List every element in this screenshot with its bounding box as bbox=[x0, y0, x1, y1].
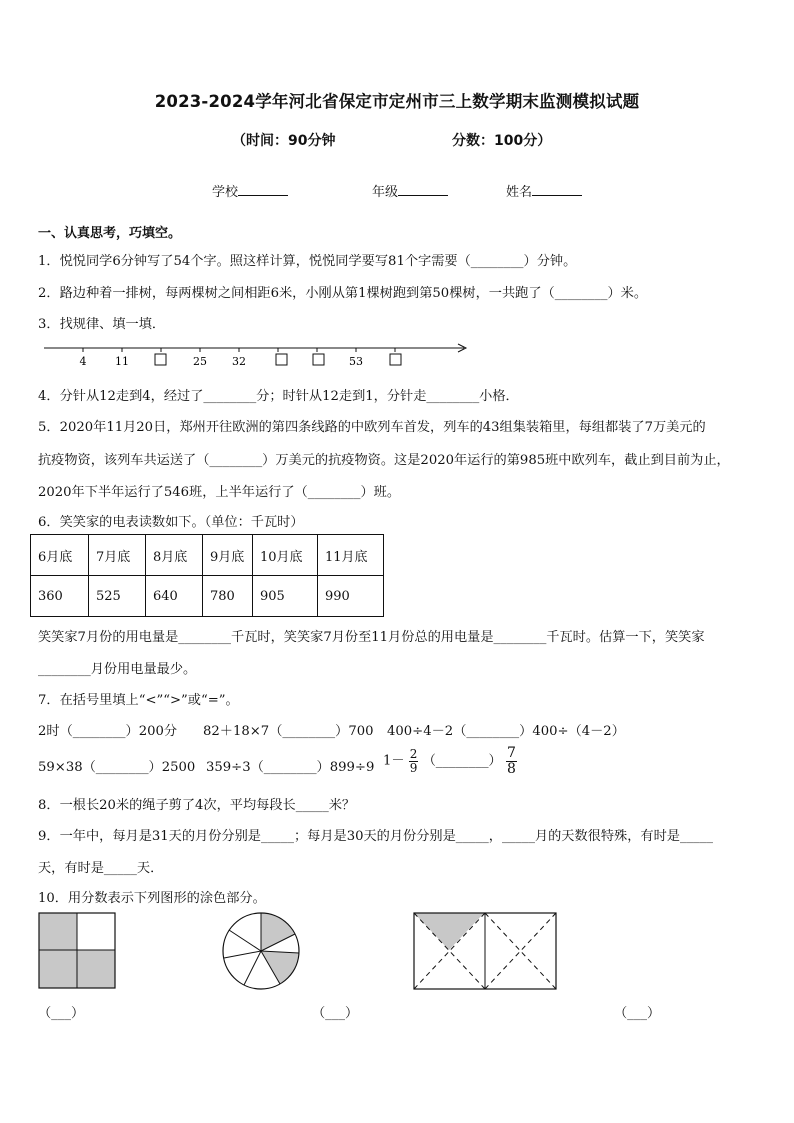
fraction-denominator: 9 bbox=[409, 761, 418, 775]
fraction-numerator: 7 bbox=[506, 745, 516, 761]
question-6-line-1: 笑笑家7月份的用电量是________千瓦时，笑笑家7月份至11月份总的用电量是________千瓦时。估算一下，笑笑家 bbox=[38, 630, 705, 645]
grade-field[interactable] bbox=[372, 181, 448, 200]
fraction-two-ninths bbox=[409, 748, 419, 774]
question-3: 3．找规律、填一填． bbox=[38, 317, 166, 332]
compare-2c bbox=[383, 746, 517, 776]
compare-2c-prefix: 1－ bbox=[383, 753, 405, 769]
question-6: 6．笑笑家的电表读数如下。（单位：千瓦时） bbox=[38, 515, 304, 530]
number-line-box[interactable] bbox=[155, 354, 166, 365]
number-line-box[interactable] bbox=[390, 354, 401, 365]
compare-1b: 82＋18×7（________）700 bbox=[203, 724, 374, 739]
school-blank[interactable] bbox=[238, 182, 288, 196]
question-9-line-1: 9．一年中，每月是31天的月份分别是_____；每月是30天的月份分别是_____，_____月的天数很特殊，有时是_____ bbox=[38, 829, 713, 844]
table-cell: 905 bbox=[253, 576, 318, 617]
name-field[interactable] bbox=[506, 181, 582, 200]
question-5-line-3: 2020年下半年运行了546班，上半年运行了（________）班。 bbox=[38, 485, 401, 500]
shaded-square-figure bbox=[38, 912, 118, 990]
question-1: 1．悦悦同学6分钟写了54个字。照这样计算，悦悦同学要写81个字需要（________）分钟。 bbox=[38, 254, 577, 269]
grade-label: 年级 bbox=[372, 185, 399, 200]
number-line-box[interactable] bbox=[313, 354, 324, 365]
question-2: 2．路边种着一排树，每两棵树之间相距6米，小刚从第1棵树跑到第50棵树，一共跑了（________）米。 bbox=[38, 286, 648, 301]
compare-2c-blank: （________） bbox=[422, 753, 502, 769]
exam-time: （时间：90分钟 bbox=[232, 133, 336, 149]
answer-blank-rectangle[interactable]: （___） bbox=[614, 1006, 661, 1021]
table-header-cell: 11月底 bbox=[318, 535, 384, 576]
shaded-rectangle-figure bbox=[413, 912, 559, 992]
fraction-numerator: 2 bbox=[409, 747, 418, 761]
fraction-denominator: 8 bbox=[506, 761, 516, 777]
table-header-row bbox=[31, 535, 384, 576]
question-9-line-2: 天，有时是_____天． bbox=[38, 861, 164, 876]
compare-2a: 59×38（________）2500 bbox=[38, 760, 196, 775]
school-field[interactable] bbox=[212, 181, 288, 200]
compare-1c: 400÷4－2（________）400÷（4－2） bbox=[387, 724, 625, 739]
table-header-cell: 6月底 bbox=[31, 535, 89, 576]
table-header-cell: 7月底 bbox=[89, 535, 146, 576]
compare-1a: 2时（________）200分 bbox=[38, 724, 178, 739]
question-7: 7．在括号里填上“<”“>”或“=”。 bbox=[38, 693, 239, 708]
number-line-label-4: 4 bbox=[79, 355, 87, 368]
table-cell: 640 bbox=[146, 576, 203, 617]
question-6-line-2: ________月份用电量最少。 bbox=[38, 662, 197, 677]
question-10: 10．用分数表示下列图形的涂色部分。 bbox=[38, 891, 266, 906]
number-line-label-25: 25 bbox=[193, 355, 207, 368]
grade-blank[interactable] bbox=[398, 182, 448, 196]
school-label: 学校 bbox=[212, 185, 239, 200]
table-cell: 525 bbox=[89, 576, 146, 617]
table-header-cell: 10月底 bbox=[253, 535, 318, 576]
number-line-ticks bbox=[83, 348, 395, 352]
number-line-label-53: 53 bbox=[349, 355, 363, 368]
question-8: 8．一根长20米的绳子剪了4次，平均每段长_____米？ bbox=[38, 798, 356, 813]
question-5-line-1: 5．2020年11月20日，郑州开往欧洲的第四条线路的中欧列车首发，列车的43组集装箱里，每组都装了7万美元的 bbox=[38, 420, 706, 435]
question-4: 4．分针从12走到4，经过了________分；时针从12走到1，分针走________小格． bbox=[38, 389, 519, 404]
table-header-cell: 8月底 bbox=[146, 535, 203, 576]
number-line bbox=[40, 338, 472, 370]
fraction-seven-eighths bbox=[506, 746, 517, 776]
section-heading: 一、认真思考，巧填空。 bbox=[38, 226, 182, 241]
table-cell: 990 bbox=[318, 576, 384, 617]
question-5-line-2: 抗疫物资，该列车共运送了（________）万美元的抗疫物资。这是2020年运行的第985班中欧列车，截止到目前为止， bbox=[38, 453, 730, 468]
table-cell: 780 bbox=[203, 576, 253, 617]
shaded-circle-figure bbox=[220, 910, 302, 992]
answer-blank-circle[interactable]: （___） bbox=[312, 1006, 359, 1021]
table-row bbox=[31, 576, 384, 617]
name-label: 姓名 bbox=[506, 185, 533, 200]
number-line-box[interactable] bbox=[276, 354, 287, 365]
table-header-cell: 9月底 bbox=[203, 535, 253, 576]
number-line-label-11: 11 bbox=[115, 355, 129, 368]
meter-reading-table bbox=[30, 534, 384, 617]
compare-2b: 359÷3（________）899÷9 bbox=[206, 760, 375, 775]
number-line-label-32: 32 bbox=[232, 355, 246, 368]
name-blank[interactable] bbox=[532, 182, 582, 196]
table-cell: 360 bbox=[31, 576, 89, 617]
exam-score: 分数：100分） bbox=[452, 133, 552, 149]
answer-blank-square[interactable]: （___） bbox=[38, 1006, 85, 1021]
page-title: 2023-2024学年河北省保定市定州市三上数学期末监测模拟试题 bbox=[154, 92, 640, 111]
